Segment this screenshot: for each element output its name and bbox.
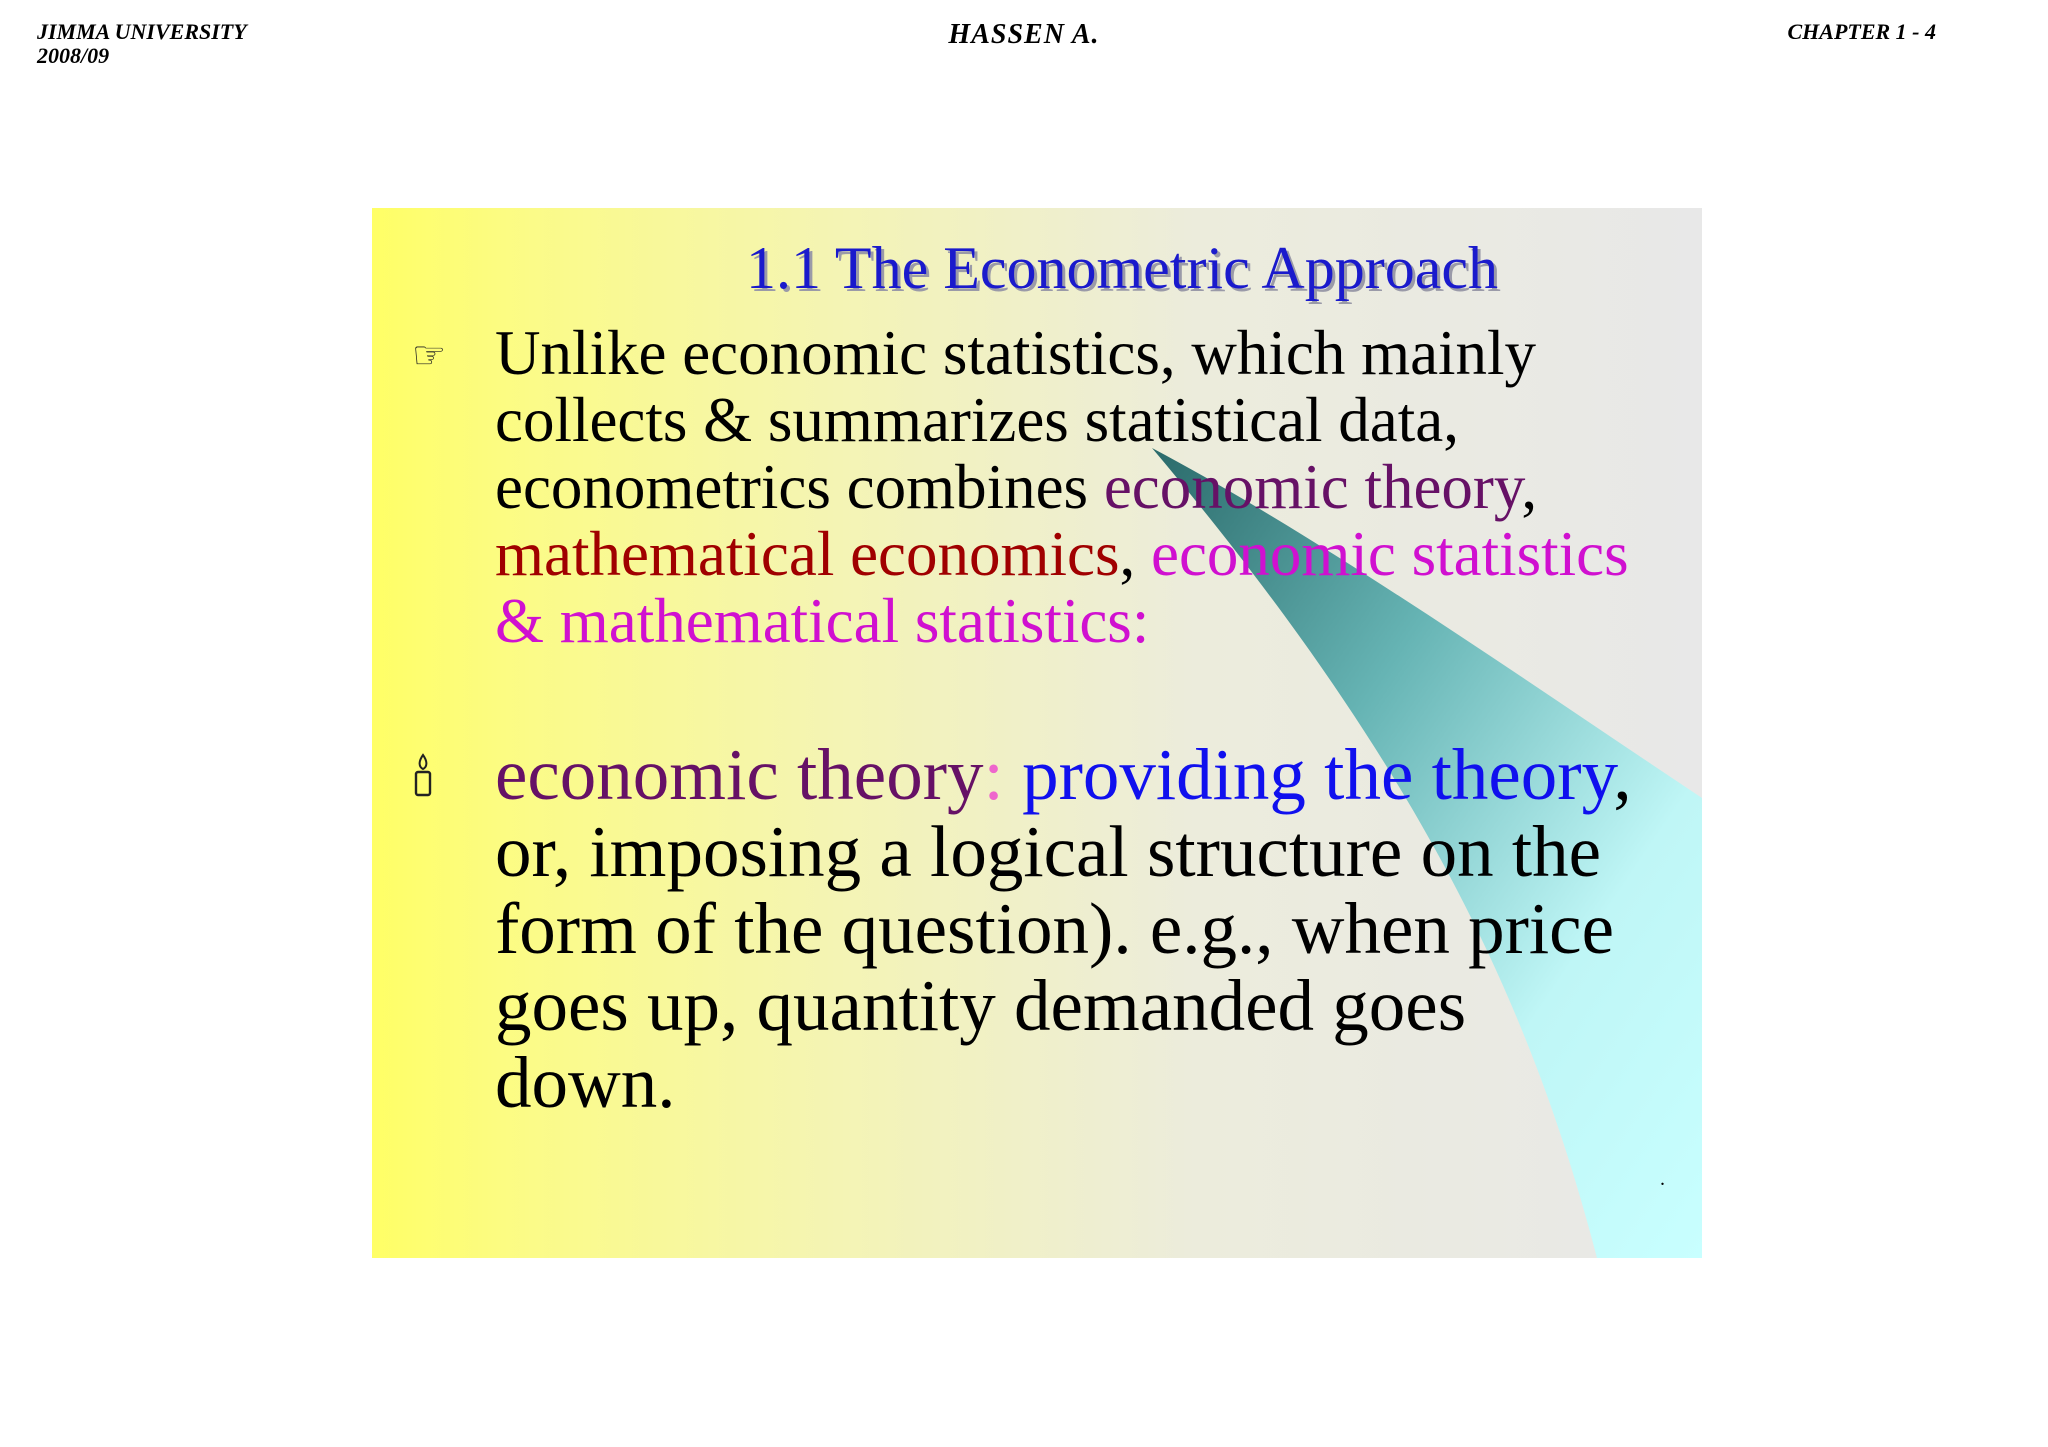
candle-icon	[412, 753, 452, 806]
slide-title: 1.1 The Econometric Approach	[746, 235, 1498, 301]
academic-year: 2008/09	[37, 43, 110, 69]
university-name: JIMMA UNIVERSITY	[37, 19, 247, 44]
p2-economic-theory: economic theory	[495, 734, 984, 815]
chapter-page-label: CHAPTER 1 - 4	[1787, 19, 1936, 44]
footer-dot: .	[1660, 1168, 1665, 1190]
slide	[372, 208, 1702, 1258]
p1-mathematical-economics: mathematical economics	[495, 519, 1120, 589]
pointing-hand-icon: ☞	[412, 333, 447, 377]
p1-sep-2: ,	[1119, 519, 1151, 589]
author-name: HASSEN A.	[948, 19, 1100, 50]
p1-economic-theory: economic theory	[1103, 452, 1522, 522]
paragraph-economic-theory	[495, 736, 1655, 1121]
p1-statistics: economic statistics & mathematical statistics:	[495, 519, 1629, 656]
p1-sep-1: ,	[1521, 452, 1538, 522]
p2-colon: :	[983, 734, 1023, 815]
p2-providing-the-theory: providing the theory	[1022, 734, 1614, 815]
p2-text: , or, imposing a logical structure on the form of the question). e.g., when price goes up, quantity demanded goes down.	[495, 734, 1632, 1123]
p1-text-1: Unlike economic statistics, which mainly collects & summarizes statistical data, econometrics combines	[495, 318, 1537, 522]
paragraph-econometrics-definition	[495, 320, 1655, 655]
